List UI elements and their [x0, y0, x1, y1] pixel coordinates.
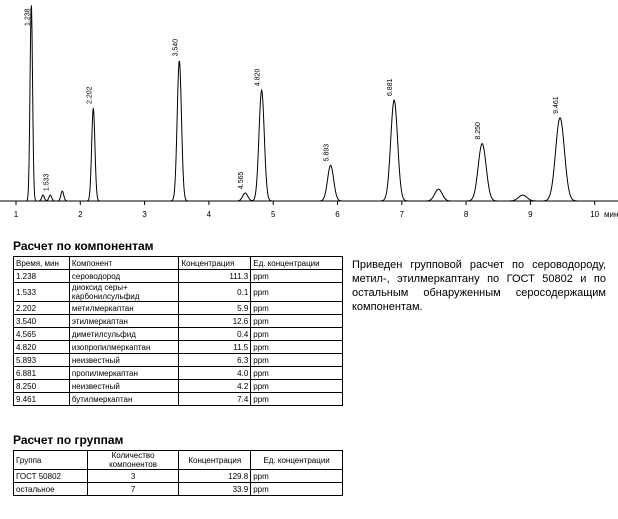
- components-cell: 4.0: [179, 367, 251, 380]
- components-cell: 4.820: [14, 341, 70, 354]
- groups-header-cell: Группа: [14, 451, 88, 470]
- peak-label: 8.250: [475, 122, 483, 140]
- components-cell: 8.250: [14, 380, 70, 393]
- components-cell: 5.893: [14, 354, 70, 367]
- groups-heading: Расчет по группам: [13, 433, 124, 447]
- components-cell: 1.238: [14, 270, 70, 283]
- components-cell: 0.1: [179, 283, 251, 302]
- components-row: [14, 367, 343, 380]
- x-tick-label: 3: [142, 210, 147, 219]
- groups-table: [13, 450, 343, 496]
- components-cell: ppm: [251, 302, 343, 315]
- components-cell: 4.565: [14, 328, 70, 341]
- components-cell: неизвестный: [69, 354, 179, 367]
- components-cell: метилмеркаптан: [69, 302, 179, 315]
- components-cell: изопропилмеркаптан: [69, 341, 179, 354]
- components-table: [13, 256, 343, 406]
- x-tick-label: 2: [78, 210, 83, 219]
- components-cell: 0.4: [179, 328, 251, 341]
- groups-cell: остальное: [14, 483, 88, 496]
- components-cell: 6.3: [179, 354, 251, 367]
- components-cell: 3.540: [14, 315, 70, 328]
- x-tick-label: 7: [399, 210, 405, 219]
- peak-label: 5.893: [323, 143, 331, 162]
- chromatogram: [0, 0, 618, 232]
- components-row: [14, 315, 343, 328]
- groups-row: [14, 470, 343, 483]
- peak-label: 6.881: [387, 78, 395, 97]
- components-cell: ppm: [251, 315, 343, 328]
- x-tick-label: 6: [335, 210, 340, 219]
- x-tick-label: 4: [206, 210, 212, 219]
- groups-cell: ppm: [251, 470, 343, 483]
- components-cell: пропилмеркаптан: [69, 367, 179, 380]
- components-cell: сероводород: [69, 270, 179, 283]
- components-cell: бутилмеркаптан: [69, 393, 179, 406]
- components-row: [14, 270, 343, 283]
- groups-header-cell: Концентрация: [179, 451, 251, 470]
- x-axis-label: мин: [604, 210, 618, 219]
- x-tick-label: 8: [463, 210, 469, 219]
- components-heading: Расчет по компонентам: [13, 239, 154, 253]
- components-cell: ppm: [251, 341, 343, 354]
- components-cell: 1.533: [14, 283, 70, 302]
- groups-cell: 3: [87, 470, 179, 483]
- groups-cell: ГОСТ 50802: [14, 470, 88, 483]
- peak-label: 2.202: [86, 86, 94, 104]
- groups-header-cell: Количество компонентов: [87, 451, 179, 470]
- components-header-cell: Компонент: [69, 257, 179, 270]
- components-row: [14, 393, 343, 406]
- components-cell: ppm: [251, 283, 343, 302]
- components-cell: 12.6: [179, 315, 251, 328]
- components-row: [14, 283, 343, 302]
- components-cell: диоксид серы+ карбонилсульфид: [69, 283, 179, 302]
- components-header-cell: Время, мин: [14, 257, 70, 270]
- components-cell: ppm: [251, 270, 343, 283]
- components-cell: ppm: [251, 380, 343, 393]
- x-tick-label: 1: [13, 210, 19, 219]
- x-tick-label: 10: [590, 210, 600, 219]
- components-cell: 5.9: [179, 302, 251, 315]
- peak-label: 4.565: [238, 171, 246, 190]
- components-cell: 11.5: [179, 341, 251, 354]
- groups-header-cell: Ед. концентрации: [251, 451, 343, 470]
- components-cell: 6.881: [14, 367, 70, 380]
- components-row: [14, 341, 343, 354]
- peak-label: 9.461: [553, 96, 561, 114]
- groups-cell: ppm: [251, 483, 343, 496]
- components-cell: 111.3: [179, 270, 251, 283]
- components-cell: 2.202: [14, 302, 70, 315]
- peak-label: 1.533: [43, 173, 51, 192]
- x-tick-label: 5: [270, 210, 276, 219]
- groups-cell: 7: [87, 483, 179, 496]
- groups-cell: 129.8: [179, 470, 251, 483]
- components-row: [14, 354, 343, 367]
- peak-label: 1.238: [24, 8, 32, 26]
- x-tick-label: 9: [528, 210, 533, 219]
- components-cell: неизвестный: [69, 380, 179, 393]
- components-cell: ppm: [251, 367, 343, 380]
- components-cell: диметилсульфид: [69, 328, 179, 341]
- components-row: [14, 302, 343, 315]
- components-header-cell: Концентрация: [179, 257, 251, 270]
- components-cell: ppm: [251, 328, 343, 341]
- components-row: [14, 328, 343, 341]
- components-cell: этилмеркаптан: [69, 315, 179, 328]
- components-row: [14, 380, 343, 393]
- components-cell: 9.461: [14, 393, 70, 406]
- groups-cell: 33.9: [179, 483, 251, 496]
- groups-row: [14, 483, 343, 496]
- note-text: Приведен групповой расчет по сероводороду, метил-, этилмеркаптану по ГОСТ 50802 и по остальным обнаруженным серосодержащим компонентам.: [352, 259, 606, 313]
- components-cell: 7.4: [179, 393, 251, 406]
- peak-label: 3.540: [172, 38, 180, 57]
- components-header-cell: Ед. концентрации: [251, 257, 343, 270]
- components-cell: ppm: [251, 393, 343, 406]
- peak-label: 4.820: [254, 68, 262, 87]
- components-cell: ppm: [251, 354, 343, 367]
- components-cell: 4.2: [179, 380, 251, 393]
